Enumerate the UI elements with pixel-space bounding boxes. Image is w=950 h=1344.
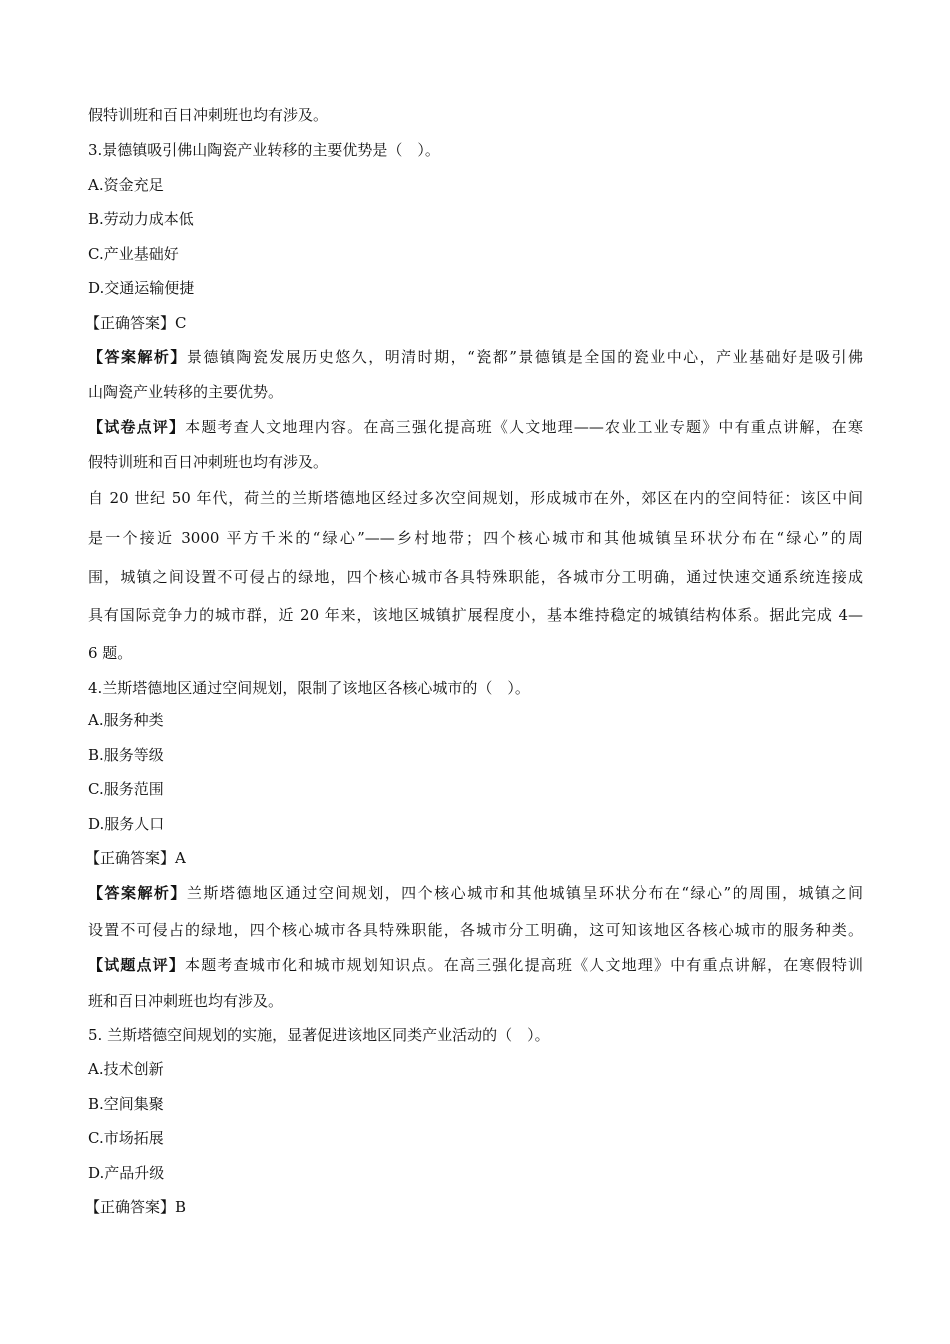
material-paragraph: 6 题。: [88, 644, 133, 662]
material-paragraph: 自 20 世纪 50 年代，荷兰的兰斯塔德地区经过多次空间规划，形成城市在外，郊区在内的空间特征：该区中间: [88, 489, 863, 507]
option-a: A.服务种类: [88, 711, 164, 729]
analysis-text-cont: 设置不可侵占的绿地，四个核心城市各具特殊职能，各城市分工明确，这可知该地区各核心城市的服务种类。: [88, 921, 863, 939]
question-4: 4.兰斯塔德地区通过空间规划，限制了该地区各核心城市的（ ）。: [88, 679, 530, 697]
option-c: C.产业基础好: [88, 245, 179, 263]
answer-label: 【正确答案】: [85, 849, 176, 867]
question-3: 3.景德镇吸引佛山陶瓷产业转移的主要优势是（ ）。: [88, 141, 440, 159]
answer-analysis: [88, 347, 863, 367]
analysis-text: 兰斯塔德地区通过空间规划，四个核心城市和其他城镇呈环状分布在“绿心”的周围，城镇之间: [186, 884, 863, 902]
option-a: A.技术创新: [88, 1060, 164, 1078]
review-text-cont: 班和百日冲刺班也均有涉及。: [88, 992, 284, 1010]
option-c: C.市场拓展: [88, 1129, 164, 1147]
analysis-text-cont: 山陶瓷产业转移的主要优势。: [88, 383, 284, 401]
correct-answer: [85, 1197, 186, 1217]
answer-value: B: [175, 1198, 187, 1216]
review-text-cont: 假特训班和百日冲刺班也均有涉及。: [88, 453, 329, 471]
paper-review: [88, 417, 863, 437]
option-d: D.产品升级: [88, 1164, 165, 1182]
option-b: B.服务等级: [88, 746, 164, 764]
analysis-text: 景德镇陶瓷发展历史悠久，明清时期，“瓷都”景德镇是全国的瓷业中心，产业基础好是吸引佛: [186, 348, 863, 366]
answer-value: A: [175, 849, 186, 867]
review-text: 本题考查人文地理内容。在高三强化提高班《人文地理——农业工业专题》中有重点讲解，在寒: [185, 418, 863, 436]
material-paragraph: 围，城镇之间设置不可侵占的绿地，四个核心城市各具特殊职能，各城市分工明确，通过快速交通系统连接成: [88, 568, 863, 586]
option-b: B.劳动力成本低: [88, 210, 194, 228]
review-text: 本题考查城市化和城市规划知识点。在高三强化提高班《人文地理》中有重点讲解，在寒假特训: [185, 956, 863, 974]
text-line: 假特训班和百日冲刺班也均有涉及。: [88, 106, 329, 124]
option-d: D.交通运输便捷: [88, 279, 195, 297]
material-paragraph: 是一个接近 3000 平方千米的“绿心”——乡村地带；四个核心城市和其他城镇呈环状分布在“绿心”的周: [88, 529, 863, 547]
correct-answer: [85, 848, 186, 868]
option-a: A.资金充足: [88, 176, 164, 194]
analysis-label: 【答案解析】: [88, 348, 187, 366]
answer-label: 【正确答案】: [85, 314, 176, 332]
correct-answer: [85, 313, 187, 333]
option-b: B.空间集聚: [88, 1095, 164, 1113]
review-label: 【试卷点评】: [88, 418, 186, 436]
option-c: C.服务范围: [88, 780, 164, 798]
review-label: 【试题点评】: [88, 956, 186, 974]
option-d: D.服务人口: [88, 815, 165, 833]
answer-value: C: [175, 314, 187, 332]
answer-label: 【正确答案】: [85, 1198, 176, 1216]
answer-analysis: [88, 883, 863, 903]
material-paragraph: 具有国际竞争力的城市群，近 20 年来，该地区城镇扩展程度小，基本维持稳定的城镇结构体系。据此完成 4—: [88, 606, 863, 624]
analysis-label: 【答案解析】: [88, 884, 187, 902]
question-review: [88, 955, 863, 975]
question-5: 5. 兰斯塔德空间规划的实施，显著促进该地区同类产业活动的（ ）。: [88, 1026, 550, 1044]
